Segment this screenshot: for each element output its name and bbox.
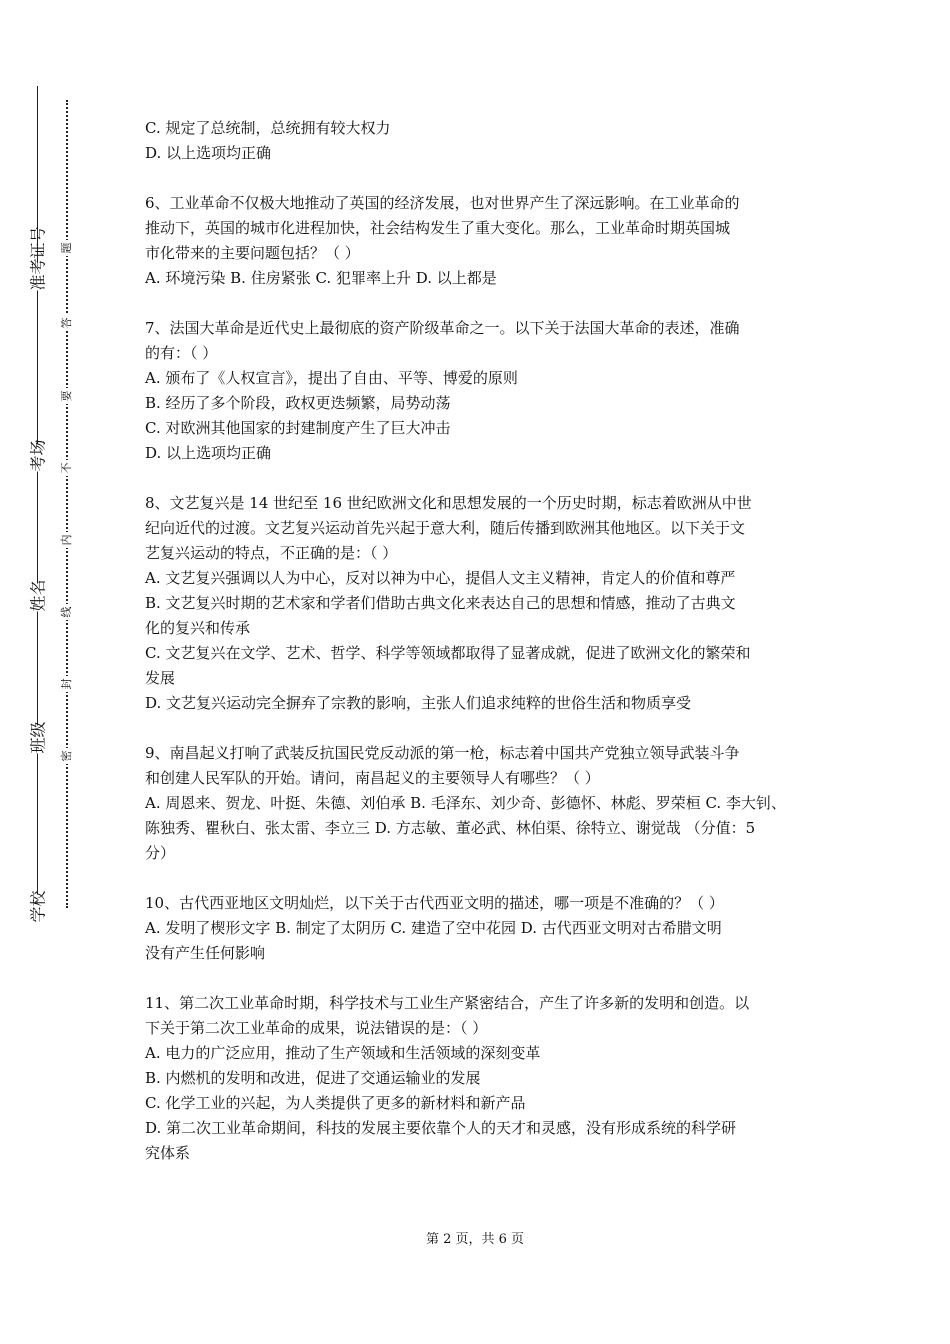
option-line: A. 周恩来、贺龙、叶挺、朱德、刘伯承 B. 毛泽东、刘少奇、彭德怀、林彪、罗荣桓 C. 李大钊、 (145, 794, 786, 812)
field-name: 姓名 (28, 579, 48, 612)
option-line: A. 颁布了《人权宣言》，提出了自由、平等、博爱的原则 (145, 369, 518, 387)
option-line: 陈独秀、瞿秋白、张太雷、李立三 D. 方志敏、董必武、林伯渠、徐特立、谢觉哉 （分值：5 (145, 819, 756, 837)
question-11 (145, 991, 813, 1166)
question-stem: 艺复兴运动的特点，不正确的是：（ ） (145, 544, 398, 562)
option-line: B. 内燃机的发明和改进，促进了交通运输业的发展 (145, 1069, 481, 1087)
question-8 (145, 491, 813, 716)
option-line: D. 第二次工业革命期间，科技的发展主要依靠个人的天才和灵感，没有形成系统的科学研 (145, 1119, 737, 1137)
option-line: 究体系 (145, 1144, 191, 1162)
field-class: 班级 (28, 721, 48, 754)
option-line: C. 化学工业的兴起，为人类提供了更多的新材料和新产品 (145, 1094, 526, 1112)
question-stem: 纪向近代的过渡。文艺复兴运动首先兴起于意大利，随后传播到欧洲其他地区。以下关于文 (145, 519, 746, 537)
question-9 (145, 741, 813, 866)
question-stem: 7、法国大革命是近代史上最彻底的资产阶级革命之一。以下关于法国大革命的表述，准确 (145, 319, 740, 337)
option-line: 发展 (145, 669, 176, 687)
option-line: B. 经历了多个阶段，政权更迭频繁，局势动荡 (145, 394, 451, 412)
binding-line (37, 86, 38, 922)
question-stem: 推动下，英国的城市化进程加快，社会结构发生了重大变化。那么，工业革命时期英国城 (145, 219, 731, 237)
option-line: 化的复兴和传承 (145, 619, 251, 637)
option-line: D. 以上选项均正确 (145, 444, 272, 462)
option-line: D. 文艺复兴运动完全摒弃了宗教的影响，主张人们追求纯粹的世俗生活和物质享受 (145, 694, 692, 712)
question-stem: 的有：（ ） (145, 344, 218, 362)
sealing-line (66, 100, 68, 908)
option-line: A. 发明了楔形文字 B. 制定了太阴历 C. 建造了空中花园 D. 古代西亚文明对古希腊文明 (145, 919, 722, 937)
seal-char: 答 (59, 315, 75, 331)
seal-char: 封 (59, 676, 75, 692)
question-stem: 8、文艺复兴是 14 世纪至 16 世纪欧洲文化和思想发展的一个历史时期，标志着欧洲从中世 (145, 494, 752, 512)
question-5-tail (145, 116, 813, 166)
page-number: 第 2 页，共 6 页 (425, 1232, 525, 1247)
question-stem: 10、古代西亚地区文明灿烂，以下关于古代西亚文明的描述，哪一项是不准确的？（ ） (145, 894, 724, 912)
option-line: A. 电力的广泛应用，推动了生产领域和生活领域的深刻变革 (145, 1044, 541, 1062)
seal-char: 题 (59, 240, 75, 256)
seal-char: 要 (59, 388, 75, 404)
option-line: C. 文艺复兴在文学、艺术、哲学、科学等领域都取得了显著成就，促进了欧洲文化的繁荣和 (145, 644, 751, 662)
seal-char: 内 (59, 532, 75, 548)
field-school: 学校 (28, 890, 48, 923)
question-7 (145, 316, 813, 466)
question-stem: 9、南昌起义打响了武装反抗国民党反动派的第一枪，标志着中国共产党独立领导武装斗争 (145, 744, 740, 762)
field-exam-number: 准考证号 (28, 226, 48, 291)
seal-char: 线 (59, 604, 75, 620)
question-stem: 市化带来的主要问题包括？（ ） (145, 244, 360, 262)
question-stem: 6、工业革命不仅极大地推动了英国的经济发展，也对世界产生了深远影响。在工业革命的 (145, 194, 740, 212)
option-line: 没有产生任何影响 (145, 944, 266, 962)
option-line: C. 对欧洲其他国家的封建制度产生了巨大冲击 (145, 419, 451, 437)
seal-char: 不 (59, 460, 75, 476)
option-line: C. 规定了总统制，总统拥有较大权力 (145, 119, 391, 137)
option-line: A. 环境污染 B. 住房紧张 C. 犯罪率上升 D. 以上都是 (145, 269, 497, 287)
option-line: B. 文艺复兴时期的艺术家和学者们借助古典文化来表达自己的思想和情感，推动了古典文 (145, 594, 736, 612)
question-list (145, 116, 813, 1191)
option-line: 分） (145, 844, 176, 862)
option-line: D. 以上选项均正确 (145, 144, 272, 162)
option-line: A. 文艺复兴强调以人为中心，反对以神为中心，提倡人文主义精神，肯定人的价值和尊严 (145, 569, 736, 587)
question-6 (145, 191, 813, 291)
question-stem: 和创建人民军队的开始。请问，南昌起义的主要领导人有哪些？（ ） (145, 769, 600, 787)
question-10 (145, 891, 813, 966)
question-stem: 下关于第二次工业革命的成果，说法错误的是：（ ） (145, 1019, 488, 1037)
seal-char: 密 (59, 748, 75, 764)
question-stem: 11、第二次工业革命时期，科学技术与工业生产紧密结合，产生了许多新的发明和创造。以 (145, 994, 750, 1012)
field-exam-room: 考场 (28, 439, 48, 472)
